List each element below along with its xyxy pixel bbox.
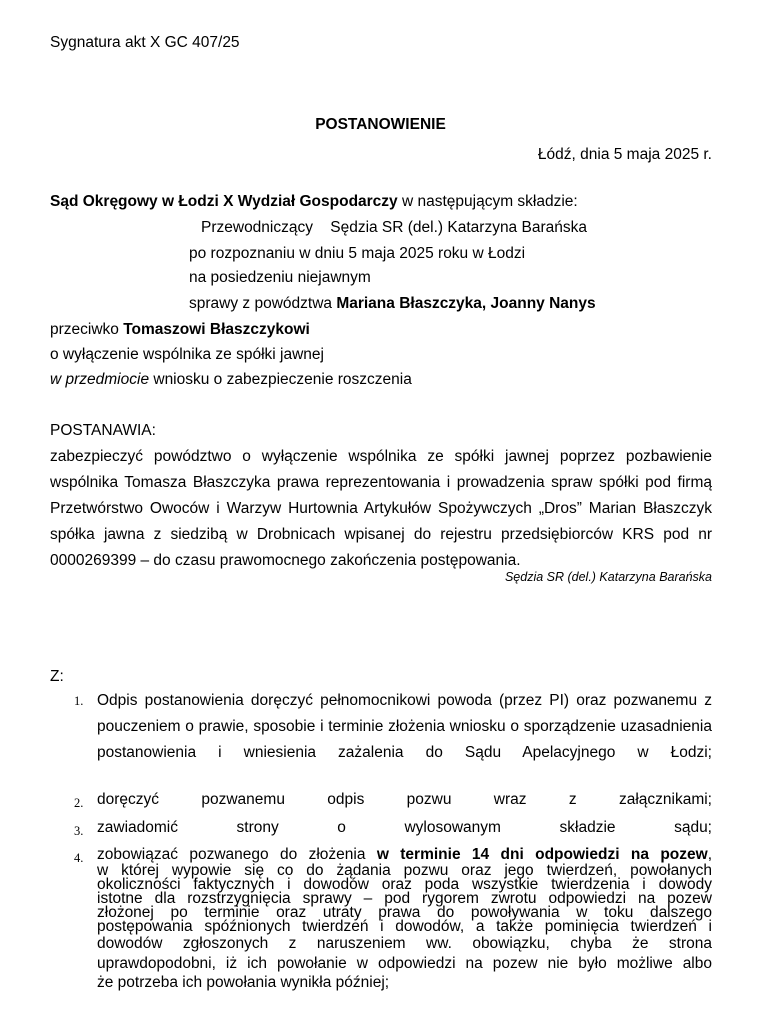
case-number: Sygnatura akt X GC 407/25 [50,34,240,51]
place-date: Łódź, dnia 5 maja 2025 r. [537,146,712,163]
session-line: na posiedzeniu niejawnym [189,269,371,286]
order-item-4 [97,846,712,992]
court-composition-line [50,193,578,211]
order-number: 3. [74,824,84,838]
order-item-1: Odpis postanowienia doręczyć pełnomocnikowi powoda (przez PI) oraz pozwanemu z pouczeniem o prawie, sposobie i terminie złożenia wniosku o sporządzenie uzasadnienia postanowienia i wniesienia zażalenia do Sądu Apelacyjnego w Łodzi; [97,692,712,761]
order-item-4-comma: , [707,846,712,863]
order-number: 1. [74,694,84,708]
document-title: POSTANOWIENIE [315,116,446,133]
ruling-text: zabezpieczyć powództwo o wyłączenie wspólnika ze spółki jawnej poprzez pozbawienie wspólnika Tomasza Błaszczyka prawa reprezentowania i prowadzenia spraw spółki pod firmą Przetwórstwo Owoców i Warzyw Hurtownia Artykułów Spożywczych „Dros” Marian Błaszczyk spółka jawna z siedzibą w Drobnicach wpisanej do rejestru przedsiębiorców KRS pod nr 0000269399 – do czasu prawomocnego zakończenia postępowania. [50,448,712,569]
motion-subject-rest: wniosku o zabezpieczenie roszczenia [149,371,412,388]
judge-signature: Sędzia SR (del.) Katarzyna Barańska [504,570,712,584]
court-name: Sąd Okręgowy w Łodzi X Wydział Gospodarczy [50,193,398,210]
examination-line: po rozpoznaniu w dniu 5 maja 2025 roku w Łodzi [189,245,526,262]
defendant: Tomaszowi Błaszczykowi [123,321,310,338]
chair-name: Sędzia SR (del.) Katarzyna Barańska [330,219,587,236]
motion-subject [50,371,412,389]
order-item-4-deadline: w terminie 14 dni odpowiedzi na pozew [376,846,708,863]
claim-prefix: sprawy z powództwa [189,295,337,312]
against-line [50,321,310,339]
order-item-4-line: dowodów zgłoszonych z naruszeniem ww. obowiązku, chyba że strona [97,935,712,952]
order-item-4-line: okoliczności faktycznych i dowodów oraz poda wszystkie twierdzenia i dowody [97,876,712,893]
orders-label: Z: [50,668,64,685]
order-item-4-line: uprawdopodobni, iż ich powołanie w odpowiedzi na pozew nie było możliwe albo [97,955,712,972]
ruling-heading: POSTANAWIA: [50,422,156,439]
order-item-4-line: istotne dla rozstrzygnięcia sprawy – pod rygorem zwrotu odpowiedzi na pozew [97,890,712,907]
claim-line [189,295,596,313]
case-subject: o wyłączenie wspólnika ze spółki jawnej [50,346,324,363]
order-item-4-line: postępowania spóźnionych twierdzeń i dowodów, a także pominięcia twierdzeń i [97,918,712,935]
chair-role: Przewodniczący [201,219,313,236]
order-item-4-prefix: zobowiązać pozwanego do złożenia [97,846,377,863]
plaintiffs: Mariana Błaszczyka, Joanny Nanys [336,295,596,312]
presiding-judge-line [201,219,587,237]
order-number: 4. [74,851,84,865]
motion-subject-italic: w przedmiocie [50,371,150,388]
order-item-2: doręczyć pozwanemu odpis pozwu wraz z załącznikami; [97,791,712,808]
against-prefix: przeciwko [50,321,124,338]
order-number: 2. [74,796,84,810]
order-item-4-line: w której wypowie się co do żądania pozwu oraz jego twierdzeń, powołanych [97,862,712,879]
order-item-3: zawiadomić strony o wylosowanym składzie sądu; [97,819,712,836]
order-item-4-line: złożonej po terminie oraz utraty prawa do powoływania w toku dalszego [97,904,712,921]
composition-intro: w następującym składzie: [397,193,578,210]
order-item-4-line: że potrzeba ich powołania wynikła później; [97,974,390,991]
